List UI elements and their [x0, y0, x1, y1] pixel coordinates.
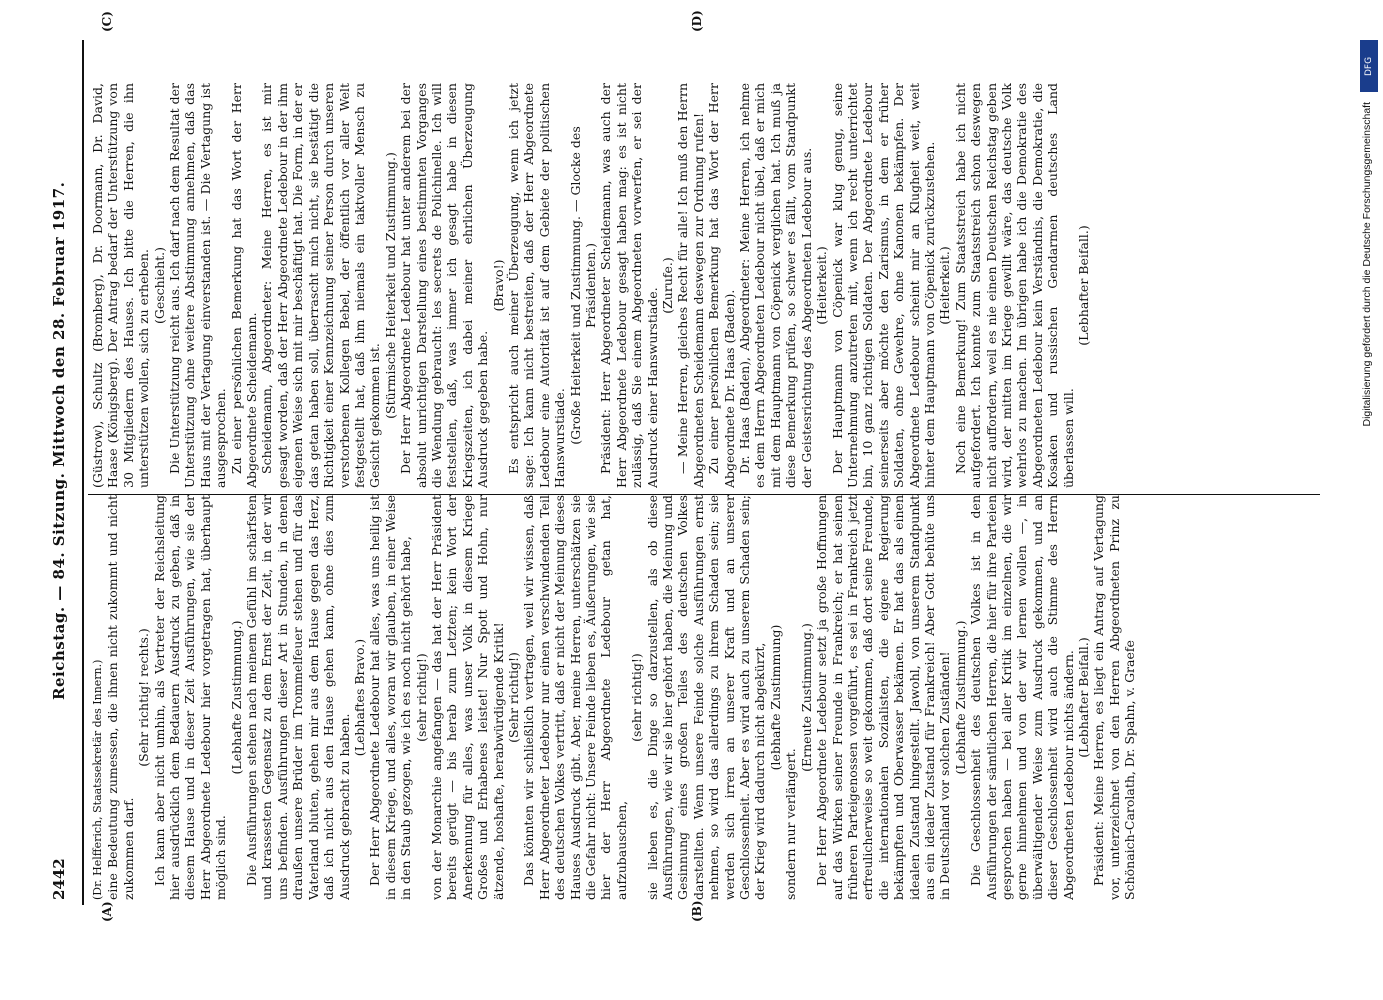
paragraph: Das könnten wir schließlich vertragen, weil wir wissen, daß Herr Abgeordneter Ledebour nur einen verschwindenden Teil des deutschen Volkes vertritt, daß er nicht der Meinung dieses Hauses Ausdruck gibt. Aber, meine Herren, unterschätzen sie die Gefahr nicht: Unsere Feinde lieben es, Äußerungen, wie sie hier der Herr Abgeordnete Ledebour getan hat, aufzubauschen,	[521, 495, 629, 900]
header-rule	[82, 40, 84, 905]
paragraph: — Meine Herren, gleiches Recht für alle! Ich muß den Herrn Abgeordneten Scheidemann deswegen zur Ordnung rufen!	[675, 83, 706, 488]
paragraph: Präsident: Herr Abgeordneter Scheidemann, was auch der Herr Abgeordnete Ledebour gesagt haben mag: es ist nicht zulässig, daß Sie einem Abgeordneten vorwerfen, er sei der Ausdruck einer Hanswurstiade.	[598, 83, 660, 488]
interjection: (Lebhafter Beifall.)	[1076, 225, 1091, 346]
right-column	[90, 83, 1320, 488]
margin-label-d: (D)	[690, 10, 704, 32]
interjection: (Heiterkeit.)	[814, 246, 830, 325]
paragraph: Der Hauptmann von Cöpenick war klug genug, seine Unternehmung anzutreten mit, wenn ich recht unterrichtet bin, 10 ganz richtigen Soldaten. Der Abgeordnete Ledebour seinerseits aber möchte den Zarismus, in dem er früher Soldaten, ohne Gewehre, ohne Kanonen bekämpfen. Der Abgeordnete Ledebour scheint mir an Klugheit weit, weit hinter dem Hauptmann von Cöpenick zurückzustehen.	[829, 83, 937, 488]
paragraph: sondern nur verlängert.	[783, 748, 799, 900]
paragraph: Der Herr Abgeordnete Ledebour hat alles, was uns heilig ist in diesem Kriege, und alles, woran wir glauben, in einer Weise in den Staub gezogen, wie ich es noch nicht gehört habe,	[367, 495, 414, 900]
margin-label-b: (B)	[690, 900, 704, 922]
paragraph: Scheidemann, Abgeordneter: Meine Herren, es ist mir gesagt worden, daß der Herr Abgeordnete Ledebour in der ihm eigenen Weise sich mit mir beschäftigt hat. Die Form, in der er das getan haben soll, überrascht mich nicht, sie bestätigt die Richtigkeit einer Kennzeichnung seiner Person durch unseren verstorbenen Kollegen Bebel, der öffentlich vor aller Welt festgestellt hat, daß ihm niemals ein taktvoller Mensch zu Gesicht gekommen ist.	[259, 83, 383, 488]
left-column	[90, 495, 1320, 900]
credit-text: Digitalisierung gefördert durch die Deutsche Forschungsgemeinschaft	[1361, 102, 1373, 427]
paragraph: Die Unterstützung reicht aus. Ich darf nach dem Resultat der Unterstützung ohne weitere Abstimmung annehmen, daß das Haus mit der Vertagung einverstanden ist. — Die Vertagung ist ausgesprochen.	[167, 83, 229, 488]
interjection: (Erneute Zustimmung.)	[798, 623, 814, 772]
paragraph: Der Herr Abgeordnete Ledebour hat unter anderem bei der absolut unrichtigen Darstellung eines bestimmten Vorganges die Wendung gebraucht: les secrets de Polichinelle. Ich will feststellen, daß, was immer ich gesagt habe in diesen Kriegszeiten, ich dabei meiner ehrlichen Überzeugung Ausdruck gegeben habe.	[398, 83, 491, 488]
digitization-credit	[1359, 40, 1381, 940]
margin-label-a: (A)	[100, 901, 114, 922]
interjection: (Lebhafte Zustimmung.)	[952, 620, 968, 775]
interjection: (sehr richtig!)	[413, 653, 429, 742]
interjection: (sehr richtig!)	[629, 653, 645, 742]
page-title: Reichstag. — 84. Sitzung. Mittwoch den 28. Februar 1917.	[50, 181, 68, 700]
column-divider	[88, 494, 1320, 495]
paragraph: Die Geschlossenheit des deutschen Volkes ist in den Ausführungen der sämtlichen Herren, die hier für ihre Parteien gesprochen haben — bei aller Kritik im einzelnen, die wir gerne hinnehmen und von der wir lernen wollen —, in überwältigender Weise zum Ausdruck gekommen, und an dieser Geschlossenheit wird auch die Stimme des Herrn Abgeordneten Ledebour nichts ändern.	[968, 495, 1076, 900]
interjection: (Sehr richtig! rechts.)	[136, 628, 152, 767]
paragraph: Es entspricht auch meiner Überzeugung, wenn ich jetzt sage: Ich kann nicht bestreiten, daß der Herr Abgeordnete Ledebour eine Autorität ist auf dem Gebiete der politischen Hanswurstiade.	[505, 83, 568, 488]
dfg-logo-icon: DFG	[1360, 40, 1378, 92]
paragraph: Dr. Haas (Baden), Abgeordneter: Meine Herren, ich nehme es dem Herrn Abgeordneten Ledebour nicht übel, daß er mich mit dem Hauptmann von Cöpenick verglichen hat. Ich muß ja diese Bemerkung prüfen, so schwer es fällt, vom Standpunkt der Geistesrichtung des Abgeordneten Ledebour aus.	[737, 83, 814, 488]
paragraph: Noch eine Bemerkung! Zum Staatsstreich habe ich nicht aufgefordert. Ich konnte zum Staatsstreich schon deswegen nicht auffordern, weil es nie einen Deutschen Reichstag geben wird, der mitten im Kriege gewillt wäre, das deutsche Volk wehrlos zu machen. Im übrigen habe ich die Demokratie des Abgeordneten Ledebour kein Verständnis, die Demokratie, die Kosaken und russischen Gendarmen deutsches Land überlassen will.	[952, 83, 1076, 488]
paragraph: Präsident: Meine Herren, es liegt ein Antrag auf Vertagung vor, unterzeichnet von den Herren Abgeordneten Prinz zu Schönaich-Carolath, Dr. Spahn, v. Graefe	[1091, 495, 1138, 900]
interjection: (Bravo!)	[490, 259, 506, 312]
paragraph: (Güstrow), Schultz (Bromberg), Dr. Doormann, Dr. David, Haase (Königsberg). Der Antrag bedarf der Unterstützung von 30 Mitgliedern des Hauses. Ich bitte die Herren, die ihn unterstützen wollen, sich zu erheben.	[90, 83, 152, 488]
interjection: (lebhafte Zustimmung)	[767, 624, 783, 771]
margin-label-c: (C)	[100, 11, 114, 32]
interjection: (Heiterkeit.)	[937, 246, 953, 325]
speaker-line: (Dr. Helfferich, Staatssekretär des Innern.)	[91, 659, 104, 900]
interjection: (Lebhafte Zustimmung.)	[228, 620, 244, 775]
interjection: (Lebhafter Beifall.)	[1076, 637, 1091, 758]
paragraph: Ich kann aber nicht umhin, als Vertreter der Reichsleitung hier ausdrücklich dem Bedauern Ausdruck zu geben, daß in diesem Hause und in dieser Zeit Ausführungen, wie sie der Herr Abgeordnete Ledebour hier vorgetragen hat, überhaupt möglich sind.	[151, 495, 229, 900]
page-number: 2442	[50, 858, 68, 900]
paragraph: Zu einer persönlichen Bemerkung hat das Wort der Herr Abgeordnete Dr. Haas (Baden).	[706, 83, 737, 488]
interjection: (Stürmische Heiterkeit und Zustimmung.)	[382, 152, 398, 419]
paragraph: eine Bedeutung zumessen, die ihnen nicht zukommt und nicht zukommen darf.	[105, 495, 136, 900]
paragraph: Die Ausführungen stehen nach meinem Gefühl im schärfsten und krassesten Gegensatz zu dem Ernst der Zeit, in der wir uns befinden. Ausführungen dieser Art in Stunden, in denen draußen unsere Brüder im Trommelfeuer stehen und für das Vaterland bluten, gehen mir aus dem Hause gegen das Herz, daß ich nicht aus den Hause gehen kann, ohne dies zum Ausdruck gebracht zu haben.	[244, 495, 352, 900]
interjection: (Geschieht.)	[151, 246, 167, 325]
interjection: (Große Heiterkeit und Zustimmung. — Glocke des Präsidenten.)	[567, 126, 598, 445]
paragraph: Der Herr Abgeordnete Ledebour setzt ja große Hoffnungen auf das Wirken seiner Freunde in Frankreich; er hat seinen früheren Parteigenossen vorgeführt, es sei in Frankreich jetzt erfreulicherweise so weit gekommen, daß dort seine Freunde, die internationalen Sozialisten, die eigene Regierung bekämpften und Oberwasser bekämen. Er hat das als einen idealen Zustand hingestellt. Jawohl, von unserem Standpunkt aus ein idealer Zustand für Frankreich! Aber Gott behüte uns in Deutschland vor solchen Zuständen!	[814, 495, 953, 900]
paragraph: Zu einer persönlichen Bemerkung hat das Wort der Herr Abgeordnete Scheidemann.	[228, 83, 260, 488]
paragraph: von der Monarchie angefangen — das hat der Herr Präsident bereits gerügt — bis herab zum Letzten; kein Wort der Anerkennung für alles, was unser Volk in diesem Kriege Großes und Erhabenes leistet! Nur Spott und Hohn, nur ätzende, hoshafte, herabwürdigende Kritik!	[428, 495, 506, 900]
paragraph: sie lieben es, die Dinge so darzustellen, als ob diese Ausführungen, wie wir sie hier gehört haben, die Meinung und Gesinnung eines großen Teiles des deutschen Volkes darstellten. Wenn unsere Feinde solche Ausführungen ernst nehmen, so wird das allerdings zu ihrem Schaden sein; sie werden sich irren an unserer Kraft und an unserer Geschlossenheit. Aber es wird auch zu unserem Schaden sein; der Krieg wird dadurch nicht abgekürzt,	[644, 495, 768, 900]
page-header	[50, 0, 84, 1000]
interjection: (Sehr richtig!)	[505, 652, 521, 743]
interjection: (Lebhaftes Bravo.)	[351, 638, 367, 757]
interjection: (Zurufe.)	[660, 257, 676, 314]
